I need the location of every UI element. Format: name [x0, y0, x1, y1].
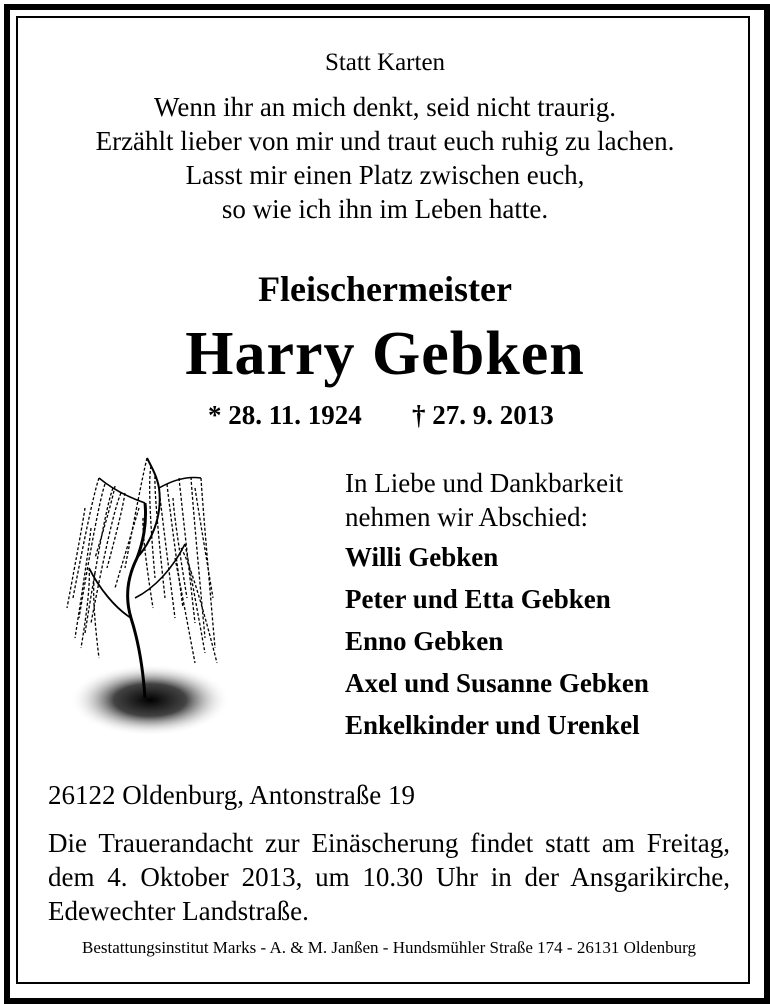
weeping-willow-icon	[55, 448, 230, 738]
poem-line: Erzählt lieber von mir und traut euch ruhig zu lachen.	[95, 126, 675, 156]
willow-strand	[175, 558, 195, 663]
poem-line: so wie ich ihn im Leben hatte.	[221, 194, 549, 224]
poem-line: Lasst mir einen Platz zwischen euch,	[185, 160, 585, 190]
willow-strand	[181, 548, 217, 663]
poem-line: Wenn ihr an mich denkt, seid nicht traurig.	[154, 92, 616, 122]
family-member: Axel und Susanne Gebken	[345, 668, 649, 698]
farewell-line: nehmen wir Abschied:	[345, 502, 588, 532]
willow-strand	[195, 488, 213, 598]
family-list	[345, 540, 649, 750]
deceased-name: Harry Gebken	[185, 320, 585, 388]
poem	[0, 90, 770, 226]
death-date: † 27. 9. 2013	[412, 400, 554, 430]
farewell-text	[345, 466, 623, 534]
willow-strand	[125, 458, 147, 568]
birth-date: * 28. 11. 1924	[208, 400, 362, 430]
address: 26122 Oldenburg, Antonstraße 19	[48, 780, 415, 810]
farewell-line: In Liebe und Dankbarkeit	[345, 468, 624, 498]
service-notice: Die Trauerandacht zur Einäscherung findet statt am Freitag, dem 4. Oktober 2013, um 10.30 Uhr in der Ansgarikirche, Edewechter Landstraße.	[48, 828, 730, 926]
willow-strand	[107, 493, 125, 568]
willow-strand	[159, 488, 175, 618]
family-member: Peter und Etta Gebken	[345, 584, 611, 614]
family-member: Willi Gebken	[345, 542, 499, 572]
willow-strand	[115, 508, 139, 588]
header-text: Statt Karten	[324, 49, 446, 76]
funeral-home-footer: Bestattungsinstitut Marks - A. & M. Janßen - Hundsmühler Straße 174 - 26131 Oldenburg	[82, 938, 696, 957]
occupation-title: Fleischermeister	[258, 269, 512, 309]
willow-strand	[81, 568, 89, 648]
family-member: Enkelkinder und Urenkel	[345, 710, 640, 740]
willow-strand	[150, 466, 155, 578]
family-member: Enno Gebken	[345, 626, 504, 656]
